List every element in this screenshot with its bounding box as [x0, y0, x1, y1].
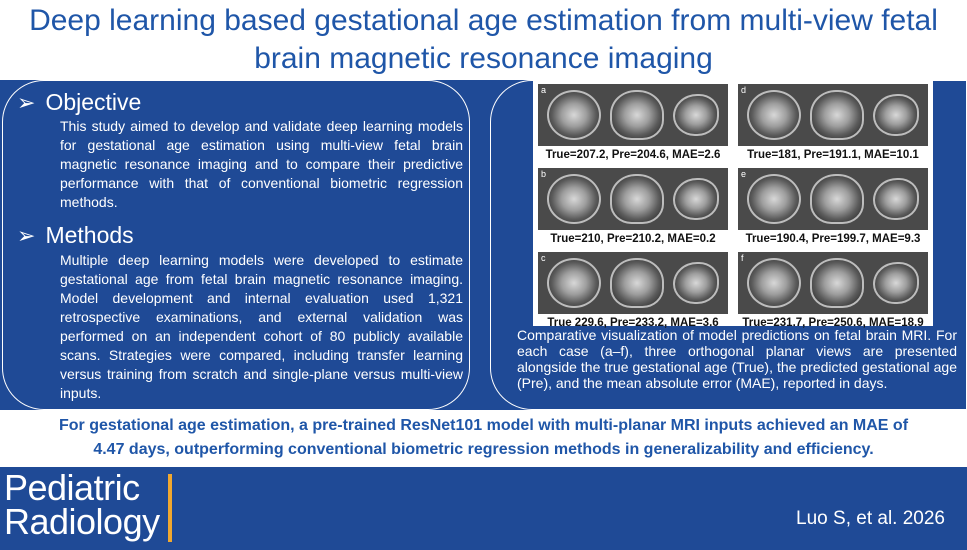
figure-panel-d — [738, 84, 928, 161]
figure-panel-c — [538, 252, 728, 329]
panel-letter: a — [541, 85, 547, 95]
axial-view-image — [747, 90, 801, 140]
figure-panel-e — [738, 168, 928, 245]
panel-letter: d — [741, 85, 747, 95]
methods-heading — [17, 222, 134, 249]
journal-logo-line-2: Radiology — [4, 501, 160, 542]
panel-caption: True=207.2, Pre=204.6, MAE=2.6 — [545, 149, 721, 161]
panel-caption: True=190.4, Pre=199.7, MAE=9.3 — [745, 233, 921, 245]
title-line-2: brain magnetic resonance imaging — [254, 42, 713, 75]
sagittal-view-image — [873, 178, 919, 220]
objective-heading — [17, 89, 141, 116]
title-line-1: Deep learning based gestational age estimation from multi-view fetal — [29, 4, 938, 37]
axial-view-image — [747, 258, 801, 308]
coronal-view-image — [810, 258, 864, 308]
sagittal-view-image — [673, 262, 719, 304]
figure-panel-f — [738, 252, 928, 329]
panel-letter: f — [741, 253, 744, 263]
panel-letter: b — [541, 169, 547, 179]
sagittal-view-image — [873, 94, 919, 136]
objective-heading-label: Objective — [45, 89, 142, 115]
coronal-view-image — [610, 258, 664, 308]
arrow-bullet-icon: ➢ — [17, 89, 36, 115]
panel-caption: True 229.6, Pre=233.2, MAE=3.6 — [547, 317, 719, 329]
axial-view-image — [547, 258, 601, 308]
mri-views — [538, 84, 728, 146]
mri-views — [538, 168, 728, 230]
panel-letter: e — [741, 169, 747, 179]
figure-panel-a — [538, 84, 728, 161]
panel-caption: True=231.7, Pre=250.6, MAE=18.9 — [742, 317, 924, 329]
coronal-view-image — [810, 174, 864, 224]
objective-text: This study aimed to develop and validate deep learning models for gestational age estimation using multi-view fetal brain magnetic resonance imaging and to compare their predictive performance with that of conventional biometric regression methods. — [60, 118, 463, 210]
journal-logo — [4, 467, 160, 542]
arrow-bullet-icon: ➢ — [17, 222, 36, 248]
conclusion — [0, 414, 967, 462]
mri-views — [538, 252, 728, 314]
mri-figure — [533, 80, 933, 329]
axial-view-image — [547, 174, 601, 224]
mri-views — [738, 84, 928, 146]
sagittal-view-image — [873, 262, 919, 304]
panel-letter: c — [541, 253, 546, 263]
conclusion-line-1: For gestational age estimation, a pre-trained ResNet101 model with multi-planar MRI inputs achieved an MAE of — [58, 417, 909, 434]
citation: Luo S, et al. 2026 — [796, 508, 945, 529]
coronal-view-image — [810, 90, 864, 140]
methods-heading-label: Methods — [45, 222, 134, 248]
panel-caption: True=181, Pre=191.1, MAE=10.1 — [747, 149, 919, 161]
figure-caption: Comparative visualization of model predictions on fetal brain MRI. For each case (a–f), three orthogonal planar views are presented alongside the true gestational age (True), the predicted gestational age (Pre), and the mean absolute error (MAE), reported in days. — [517, 327, 957, 391]
poster-title — [0, 2, 967, 78]
mri-views — [738, 252, 928, 314]
conclusion-line-2: 4.47 days, outperforming conventional biometric regression methods in generalizability and efficiency. — [93, 441, 874, 458]
mri-views — [738, 168, 928, 230]
axial-view-image — [547, 90, 601, 140]
coronal-view-image — [610, 174, 664, 224]
figure-panel-b — [538, 168, 728, 245]
sagittal-view-image — [673, 178, 719, 220]
methods-text: Multiple deep learning models were developed to estimate gestational age from fetal brain magnetic resonance imaging. Model development and internal evaluation used 1,321 retrospective examinations, and external validation was performed on an independent cohort of 80 publicly available scans. Strategies were compared, including transfer learning versus training from scratch and single-plane versus multi-view inputs. — [60, 252, 463, 401]
sagittal-view-image — [673, 94, 719, 136]
panel-caption: True=210, Pre=210.2, MAE=0.2 — [550, 233, 716, 245]
logo-accent-bar — [168, 474, 172, 542]
axial-view-image — [747, 174, 801, 224]
coronal-view-image — [610, 90, 664, 140]
journal-logo-line-1: Pediatric — [4, 467, 140, 508]
text-panel — [2, 80, 470, 410]
